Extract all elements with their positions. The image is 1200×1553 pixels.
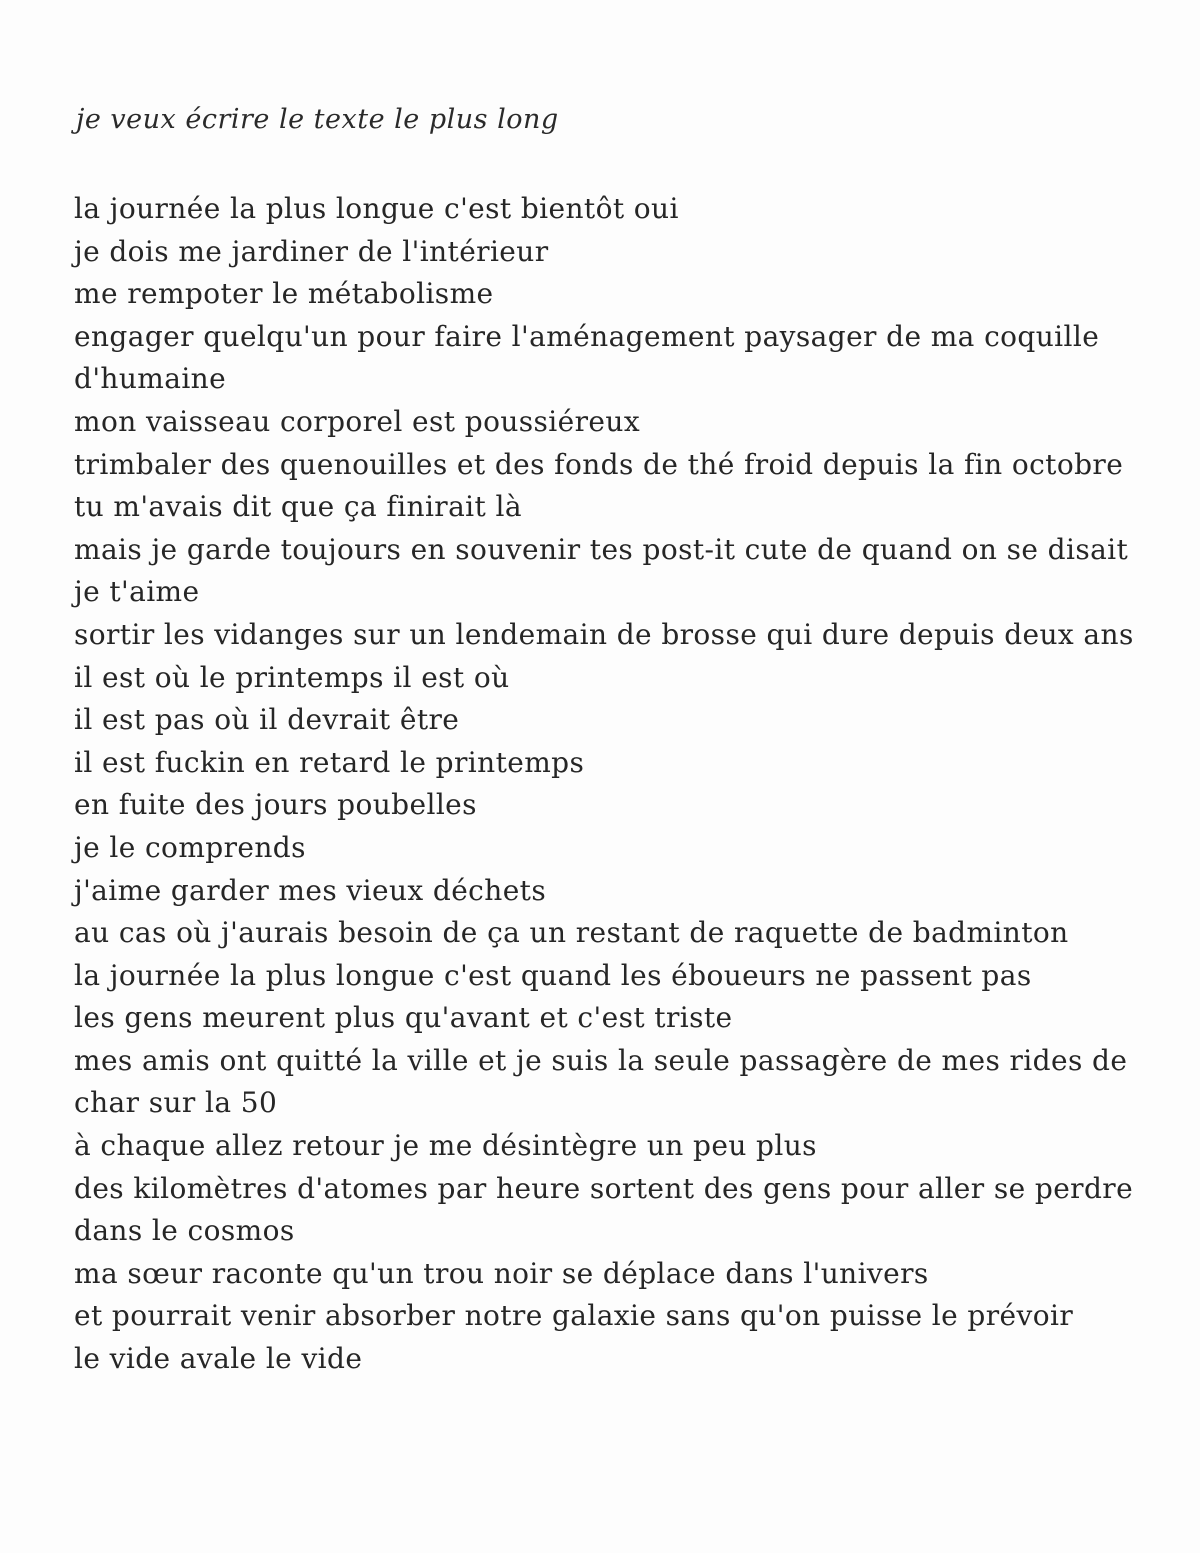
poem-line: ma sœur raconte qu'un trou noir se déplace dans l'univers <box>74 1256 929 1290</box>
poem-line: je t'aime <box>74 575 200 609</box>
poem-line: engager quelqu'un pour faire l'aménagement paysager de ma coquille <box>74 319 1100 353</box>
poem-line: mon vaisseau corporel est poussiéreux <box>74 404 641 438</box>
poem-line: dans le cosmos <box>74 1214 295 1248</box>
poem-title: je veux écrire le texte le plus long <box>76 104 559 135</box>
poem-line: d'humaine <box>74 362 227 396</box>
poem-line: je le comprends <box>74 830 306 864</box>
poem-line: j'aime garder mes vieux déchets <box>74 873 547 907</box>
poem-line: à chaque allez retour je me désintègre un peu plus <box>74 1129 817 1163</box>
poem-line: la journée la plus longue c'est bientôt oui <box>74 192 679 225</box>
poem-line: les gens meurent plus qu'avant et c'est triste <box>74 1001 733 1035</box>
poem-line: mais je garde toujours en souvenir tes post-it cute de quand on se disait <box>74 532 1129 566</box>
poem-line: sortir les vidanges sur un lendemain de brosse qui dure depuis deux ans <box>74 617 1134 651</box>
poem-line: il est fuckin en retard le printemps <box>74 745 585 779</box>
poem-line: et pourrait venir absorber notre galaxie sans qu'on puisse le prévoir <box>74 1299 1074 1333</box>
poem-body <box>74 188 1134 1381</box>
poem-line: trimbaler des quenouilles et des fonds de thé froid depuis la fin octobre <box>74 447 1124 481</box>
poem-line: au cas où j'aurais besoin de ça un restant de raquette de badminton <box>74 916 1069 950</box>
poem-line: je dois me jardiner de l'intérieur <box>74 234 549 268</box>
poem-line: tu m'avais dit que ça finirait là <box>74 490 522 524</box>
poem-line: char sur la 50 <box>74 1086 278 1120</box>
poem-line: il est où le printemps il est où <box>74 660 510 694</box>
poem-line: le vide avale le vide <box>74 1342 363 1376</box>
poem-line: me rempoter le métabolisme <box>74 277 494 311</box>
poem-line: il est pas où il devrait être <box>74 703 460 737</box>
poem-line: des kilomètres d'atomes par heure sortent des gens pour aller se perdre <box>74 1171 1134 1205</box>
poem-line: la journée la plus longue c'est quand les éboueurs ne passent pas <box>74 958 1032 992</box>
poem-line: en fuite des jours poubelles <box>74 788 477 822</box>
poem-line: mes amis ont quitté la ville et je suis la seule passagère de mes rides de <box>74 1043 1128 1077</box>
